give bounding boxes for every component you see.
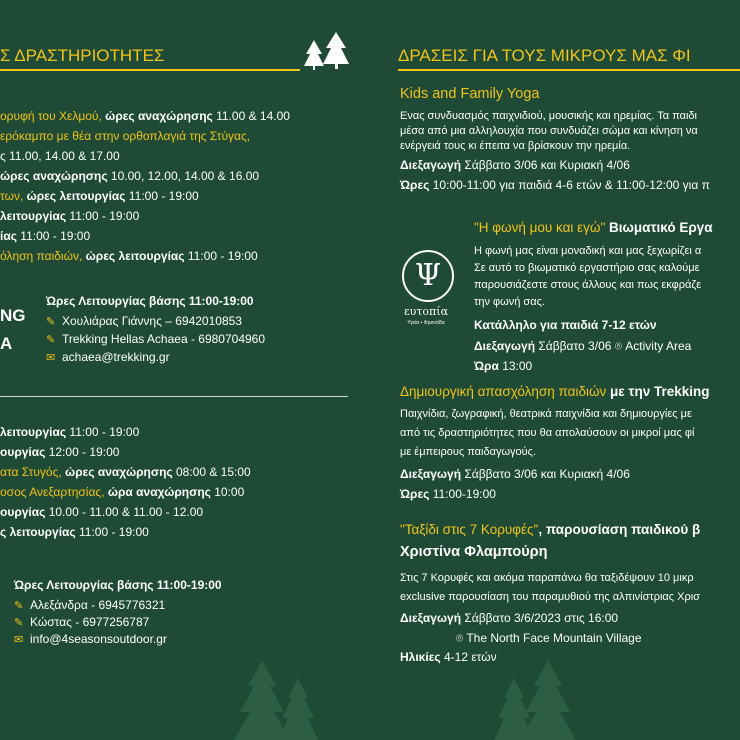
tree-icon <box>232 660 322 740</box>
section-divider <box>0 396 348 397</box>
location-pin-icon: ⌾ <box>456 631 464 645</box>
left-section-header: Σ ΔΡΑΣΤΗΡΙΟΤΗΤΕΣ <box>0 46 165 65</box>
event-title: Kids and Family Yoga <box>400 86 540 102</box>
left-header-underline <box>0 69 300 71</box>
tree-icon <box>490 660 580 740</box>
organizer-logo: NG <box>0 306 26 325</box>
location-pin-icon: ⌾ <box>614 339 622 353</box>
mail-icon: ✉ <box>14 634 24 646</box>
tree-icon <box>302 30 352 72</box>
right-header-underline <box>398 69 740 71</box>
pen-icon: ✎ <box>46 334 56 346</box>
pen-icon: ✎ <box>14 617 24 629</box>
organizer-email[interactable]: achaea@trekking.gr <box>62 350 170 364</box>
mail-icon: ✉ <box>46 352 56 364</box>
pen-icon: ✎ <box>14 600 24 612</box>
right-section-header: ΔΡΑΣΕΙΣ ΓΙΑ ΤΟΥΣ ΜΙΚΡΟΥΣ ΜΑΣ ΦΙ <box>398 46 691 65</box>
organizer-email[interactable]: info@4seasonsoutdoor.gr <box>30 632 167 646</box>
pen-icon: ✎ <box>46 316 56 328</box>
organizer-logo: A <box>0 334 13 353</box>
